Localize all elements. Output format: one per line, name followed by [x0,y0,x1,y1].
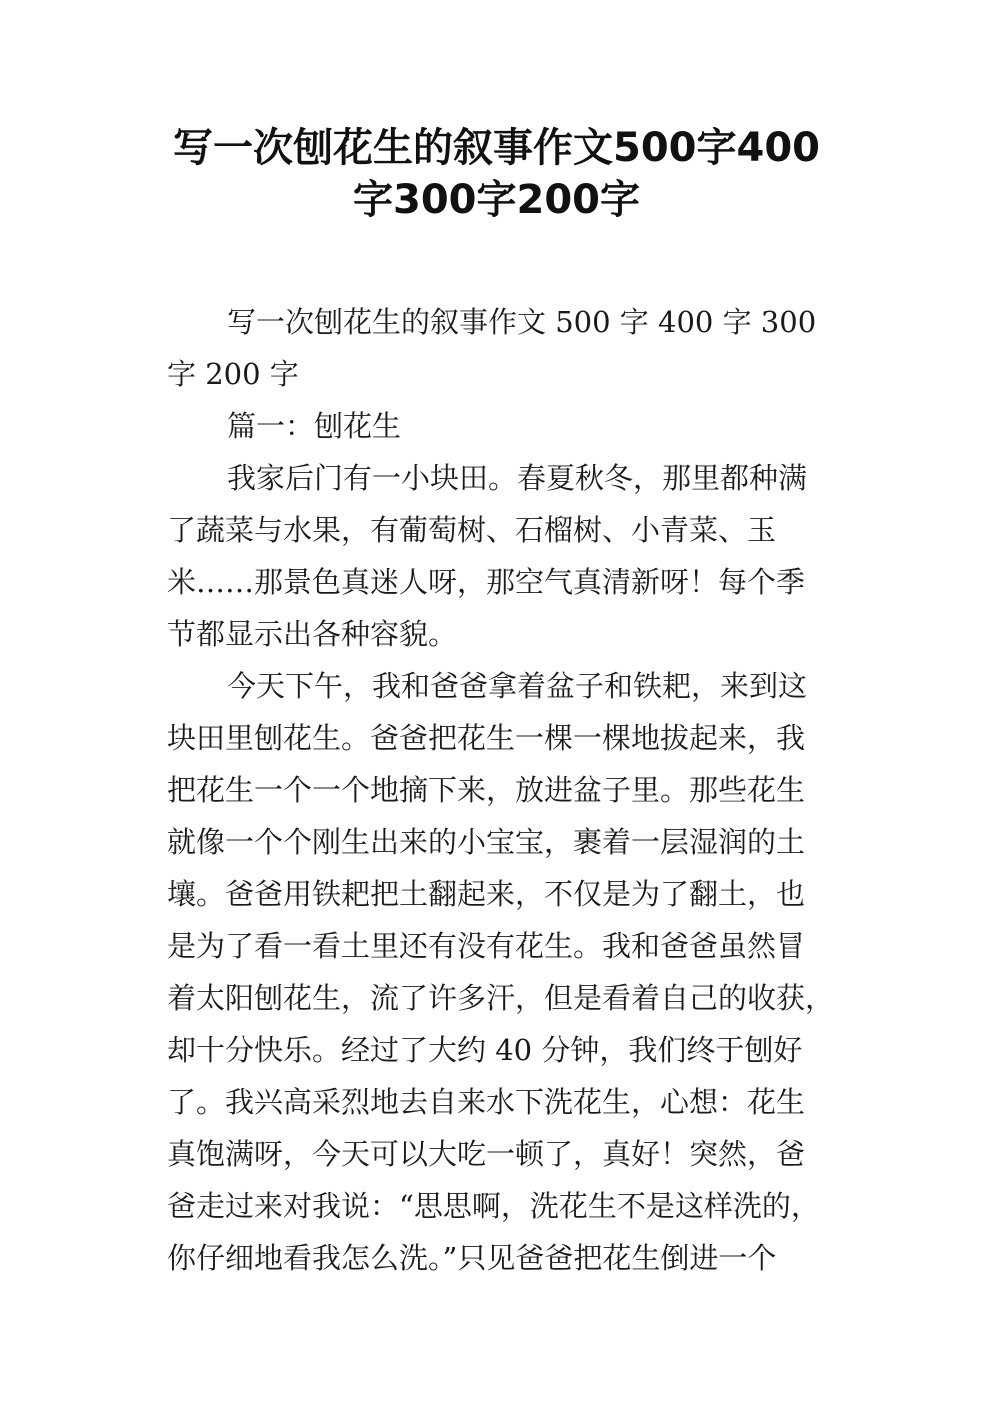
document-title [110,122,883,226]
body-line: 今天下午，我和爸爸拿着盆子和铁耙，来到这 [227,669,808,703]
section-heading: 篇一：刨花生 [227,409,402,443]
body-line: 块田里刨花生。爸爸把花生一棵一棵地拔起来，我 [167,721,806,755]
body-line: 写一次刨花生的叙事作文 500 字 400 字 300 [227,305,817,339]
body-line: 节都显示出各种容貌。 [167,617,458,651]
title-line-1: 写一次刨花生的叙事作文500字400 [173,125,820,171]
title-line-2: 字300字200字 [353,177,640,223]
body-line: 却十分快乐。经过了大约 40 分钟，我们终于刨好 [167,1033,803,1067]
body-line: 真饱满呀，今天可以大吃一顿了，真好！突然，爸 [167,1137,806,1171]
body-line: 了。我兴高采烈地去自来水下洗花生，心想：花生 [167,1085,806,1119]
body-line: 着太阳刨花生，流了许多汗，但是看着自己的收获， [167,981,835,1015]
body-line: 我家后门有一小块田。春夏秋冬，那里都种满 [227,461,808,495]
body-line: 你仔细地看我怎么洗。”只见爸爸把花生倒进一个 [167,1241,777,1275]
body-line: 了蔬菜与水果，有葡萄树、石榴树、小青菜、玉 [167,513,777,547]
body-line: 米……那景色真迷人呀，那空气真清新呀！每个季 [167,565,806,599]
body-line: 字 200 字 [167,357,299,391]
body-line: 爸走过来对我说：“思思啊，洗花生不是这样洗的， [167,1189,820,1223]
body-line: 把花生一个一个地摘下来，放进盆子里。那些花生 [167,773,806,807]
body-line: 是为了看一看土里还有没有花生。我和爸爸虽然冒 [167,929,806,963]
body-line: 就像一个个刚生出来的小宝宝，裹着一层湿润的土 [167,825,806,859]
body-line: 壤。爸爸用铁耙把土翻起来，不仅是为了翻土，也 [167,877,806,911]
